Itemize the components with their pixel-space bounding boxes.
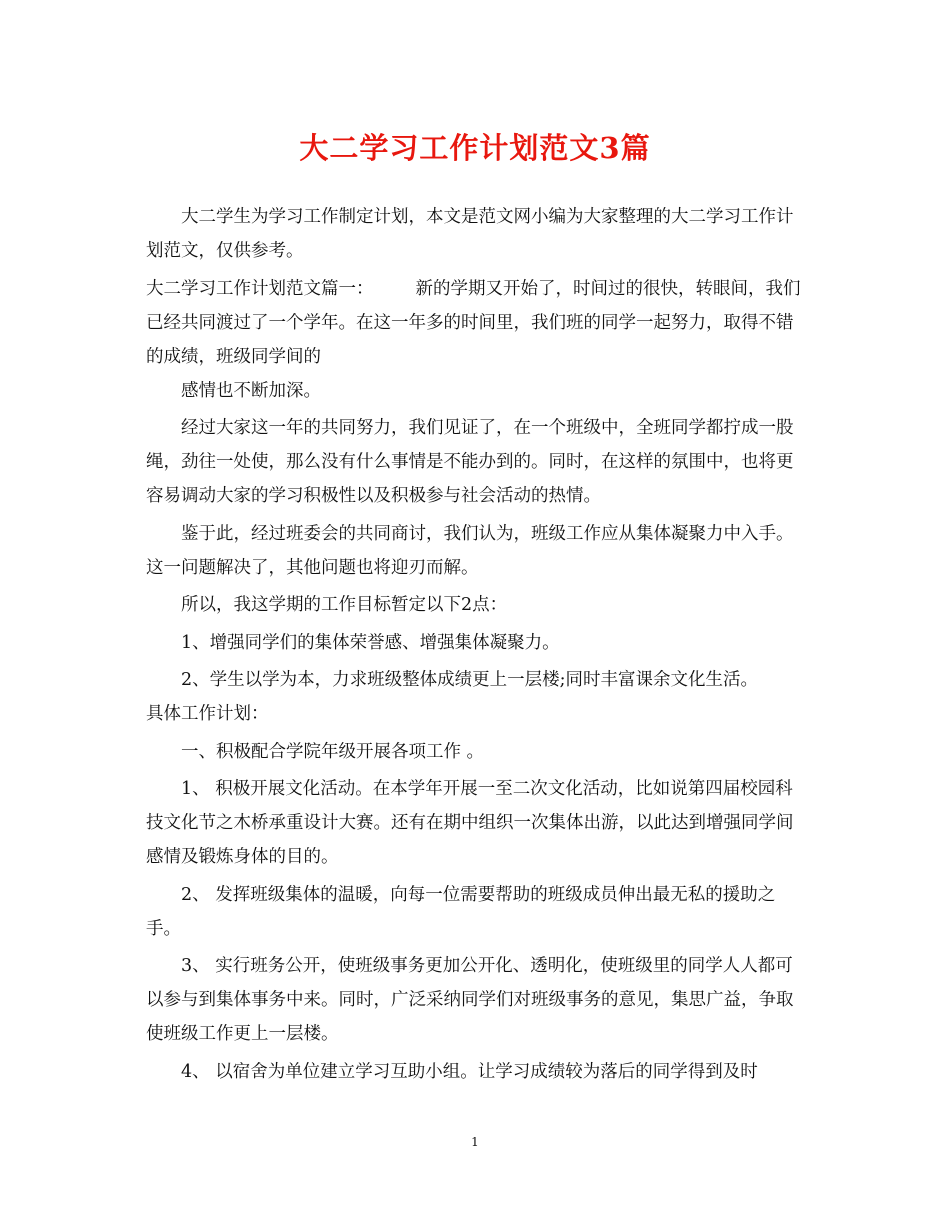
list-item: 2、学生以学为本，力求班级整体成绩更上一层楼;同时丰富课余文化生活。 [181, 670, 759, 690]
list-item: 4、 以宿舍为单位建立学习互助小组。让学习成绩较为落后的同学得到及时 [181, 1061, 758, 1082]
section-opening-text: 新的学期又开始了，时间过的很快，转眼间，我们已经共同渡过了一个学年。在这一年多的时间里，我们班的同学一起努力，取得不错的成绩，班级同学间的 [146, 278, 801, 367]
body-paragraph: 所以，我这学期的工作目标暂定以下2点： [181, 595, 508, 615]
body-paragraph: 鉴于此，经过班委会的共同商讨，我们认为，班级工作应从集体凝聚力中入手。这一问题解决了，其他问题也将迎刃而解。 [146, 523, 794, 578]
body-paragraph: 感情也不断加深。 [181, 380, 321, 401]
sub-heading: 具体工作计划： [146, 704, 269, 724]
document-title: 大二学习工作计划范文3篇 [299, 131, 651, 165]
section-label: 大二学习工作计划范文篇一： [146, 278, 374, 299]
section-heading: 一、积极配合学院年级开展各项工作 。 [181, 741, 485, 762]
intro-paragraph: 大二学生为学习工作制定计划，本文是范文网小编为大家整理的大二学习工作计划范文，仅供参考。 [146, 207, 794, 261]
list-item: 2、 发挥班级集体的温暖，向每一位需要帮助的班级成员伸出最无私的援助之手。 [146, 884, 776, 939]
section-one-paragraph [146, 272, 802, 374]
page-number: 1 [471, 1135, 479, 1149]
list-item: 3、 实行班务公开，使班级事务更加公开化、透明化，使班级里的同学人人都可以参与到集体事务中来。同时，广泛采纳同学们对班级事务的意见，集思广益，争取使班级工作更上一层楼。 [146, 956, 794, 1044]
body-paragraph: 经过大家这一年的共同努力，我们见证了，在一个班级中，全班同学都拧成一股绳，劲往一处使，那么没有什么事情是不能办到的。同时，在这样的氛围中，也将更容易调动大家的学习积极性以及积极参与社会活动的热情。 [146, 418, 794, 506]
list-item: 1、增强同学们的集体荣誉感、增强集体凝聚力。 [181, 632, 560, 653]
document-body [146, 200, 802, 1092]
list-item: 1、 积极开展文化活动。在本学年开展一至二次文化活动，比如说第四届校园科技文化节之木桥承重设计大赛。还有在期中组织一次集体出游，以此达到增强同学间感情及锻炼身体的目的。 [146, 779, 794, 867]
